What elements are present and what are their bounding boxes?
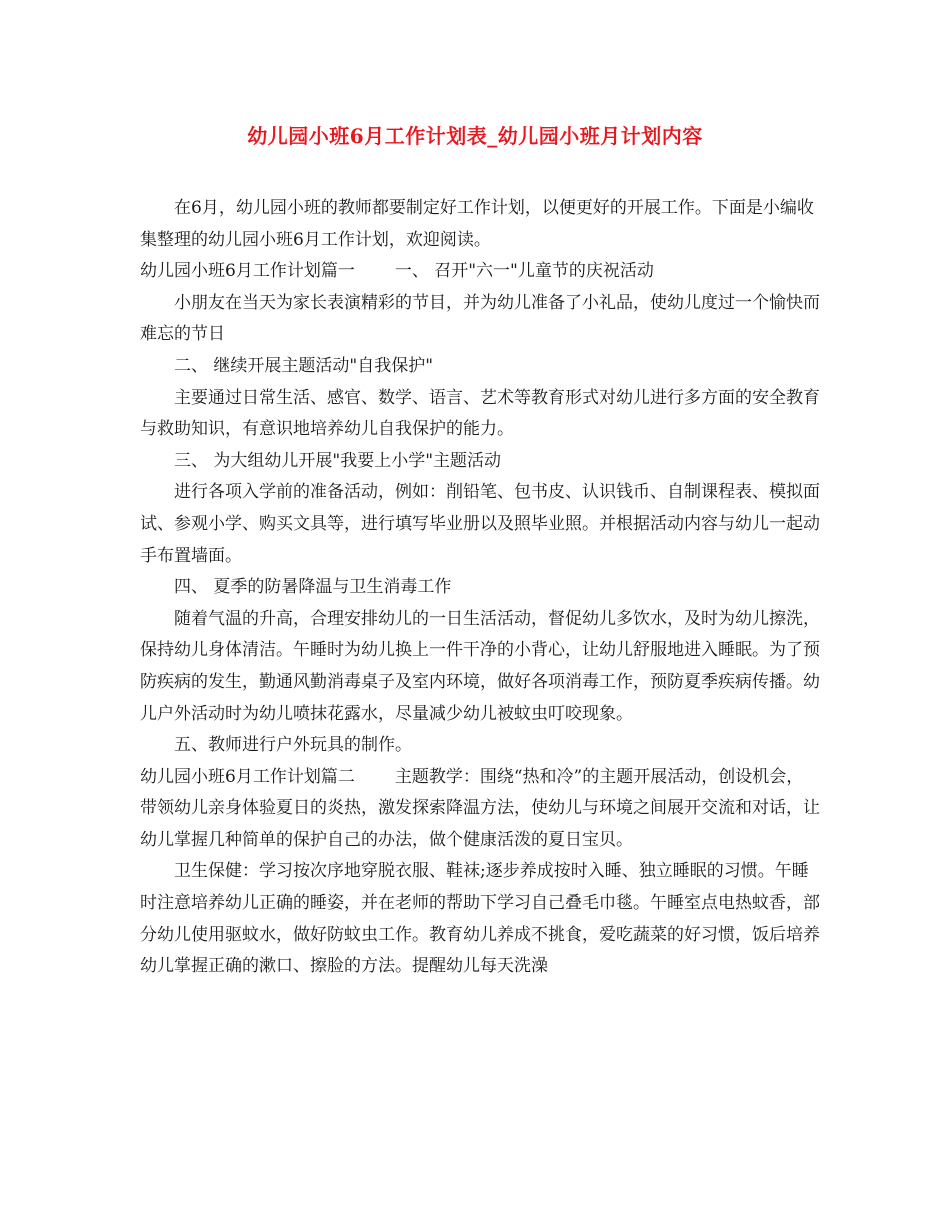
page-title: 幼儿园小班6月工作计划表_幼儿园小班月计划内容: [247, 124, 703, 148]
section-heading: 三、 为大组幼儿开展"我要上小学"主题活动: [174, 450, 502, 471]
paragraph: 随着气温的升高，合理安排幼儿的一日生活活动，督促幼儿多饮水，及时为幼儿擦洗，保持幼儿身体清洁。午睡时为幼儿换上一件干净的小背心，让幼儿舒服地进入睡眠。为了预防疾病的发生，勤通风勤消毒桌子及室内环境，做好各项消毒工作，预防夏季疾病传播。幼儿户外活动时为幼儿喷抹花露水，尽量减少幼儿被蚊虫叮咬现象。: [140, 608, 820, 724]
paragraph: 卫生保健：学习按次序地穿脱衣服、鞋袜;逐步养成按时入睡、独立睡眠的习惯。午睡时注意培养幼儿正确的睡姿，并在老师的帮助下学习自己叠毛巾毯。午睡室点电热蚊香，部分幼儿使用驱蚊水，做好防蚊虫工作。教育幼儿养成不挑食，爱吃蔬菜的好习惯，饭后培养幼儿掌握正确的漱口、擦脸的方法。提醒幼儿每天洗澡: [140, 861, 820, 977]
paragraph: 小朋友在当天为家长表演精彩的节目，并为幼儿准备了小礼品，使幼儿度过一个愉快而难忘的节日: [140, 292, 820, 345]
section-heading-part1: [140, 256, 820, 288]
paragraph: 进行各项入学前的准备活动，例如：削铅笔、包书皮、认识钱币、自制课程表、模拟面试、参观小学、购买文具等，进行填写毕业册以及照毕业照。并根据活动内容与幼儿一起动手布置墙面。: [140, 482, 820, 566]
section-heading-text: 一、 召开"六一"儿童节的庆祝活动: [394, 261, 654, 282]
paragraph: 主要通过日常生活、感官、数学、语言、艺术等教育形式对幼儿进行多方面的安全教育与救助知识，有意识地培养幼儿自我保护的能力。: [140, 387, 820, 440]
part-label: 幼儿园小班6月工作计划篇一: [140, 261, 355, 282]
document-body: [140, 193, 820, 983]
section-heading-part2: [140, 762, 820, 857]
intro-paragraph: 在6月，幼儿园小班的教师都要制定好工作计划，以便更好的开展工作。下面是小编收集整理的幼儿园小班6月工作计划，欢迎阅读。: [140, 198, 814, 250]
section-heading: 四、 夏季的防暑降温与卫生消毒工作: [174, 577, 452, 598]
section-heading: 二、 继续开展主题活动"自我保护": [174, 355, 434, 376]
paragraph-text: 主题教学：围绕“热和冷”的主题开展活动，创设机会，带领幼儿亲身体验夏日的炎热，激发探索降温方法，使幼儿与环境之间展开交流和对话，让幼儿掌握几种简单的保护自己的办法，做个健康活泼的夏日宝贝。: [140, 766, 820, 850]
section-heading: 五、教师进行户外玩具的制作。: [174, 735, 412, 756]
part-label: 幼儿园小班6月工作计划篇二: [140, 766, 355, 787]
